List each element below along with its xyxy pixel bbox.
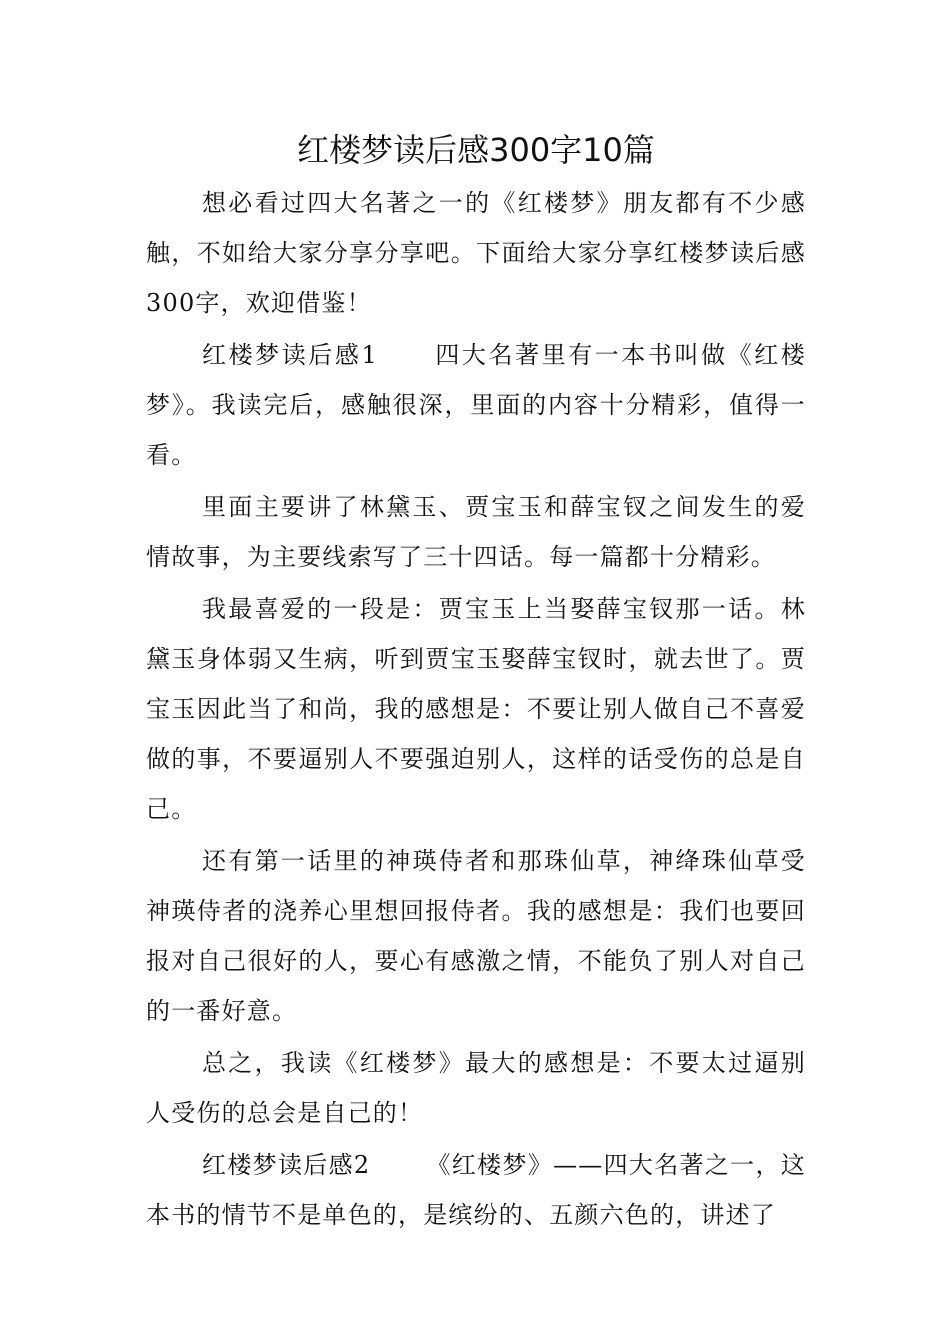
paragraph xyxy=(146,584,806,834)
section-heading-2: 红楼梦读后感2 xyxy=(202,1151,371,1179)
document-page xyxy=(146,128,806,1242)
paragraph-section-2-start xyxy=(146,1140,806,1240)
paragraph-text: 我最喜爱的一段是：贾宝玉上当娶薛宝钗那一话。林黛玉身体弱又生病，听到贾宝玉娶薛宝钗时，就去世了。贾宝玉因此当了和尚，我的感想是：不要让别人做自己不喜爱做的事，不要逼别人不要强迫别人，这样的话受伤的总是自己。 xyxy=(146,595,806,823)
paragraph-text: 四大名著里有一本书叫做《红楼梦》。我读完后，感触很深，里面的内容十分精彩，值得一看。 xyxy=(146,341,806,469)
paragraph-text: 想必看过四大名著之一的《红楼梦》朋友都有不少感触，不如给大家分享分享吧。下面给大家分享红楼梦读后感300字，欢迎借鉴！ xyxy=(146,189,806,317)
paragraph-text: 《红楼梦》——四大名著之一，这本书的情节不是单色的，是缤纷的、五颜六色的，讲述了 xyxy=(146,1151,807,1229)
paragraph xyxy=(146,1038,806,1138)
document-title: 红楼梦读后感300字10篇 xyxy=(297,131,655,169)
paragraph-section-1-start xyxy=(146,330,806,480)
section-heading-1: 红楼梦读后感1 xyxy=(202,341,378,369)
paragraph-intro xyxy=(146,178,806,328)
paragraph-text: 里面主要讲了林黛玉、贾宝玉和薛宝钗之间发生的爱情故事，为主要线索写了三十四话。每一篇都十分精彩。 xyxy=(146,493,806,571)
paragraph xyxy=(146,836,806,1036)
paragraph-text: 总之，我读《红楼梦》最大的感想是：不要太过逼别人受伤的总会是自己的！ xyxy=(146,1049,806,1127)
paragraph xyxy=(146,482,806,582)
paragraph-text: 还有第一话里的神瑛侍者和那珠仙草，神绛珠仙草受神瑛侍者的浇养心里想回报侍者。我的感想是：我们也要回报对自己很好的人，要心有感激之情，不能负了别人对自己的一番好意。 xyxy=(146,847,806,1025)
